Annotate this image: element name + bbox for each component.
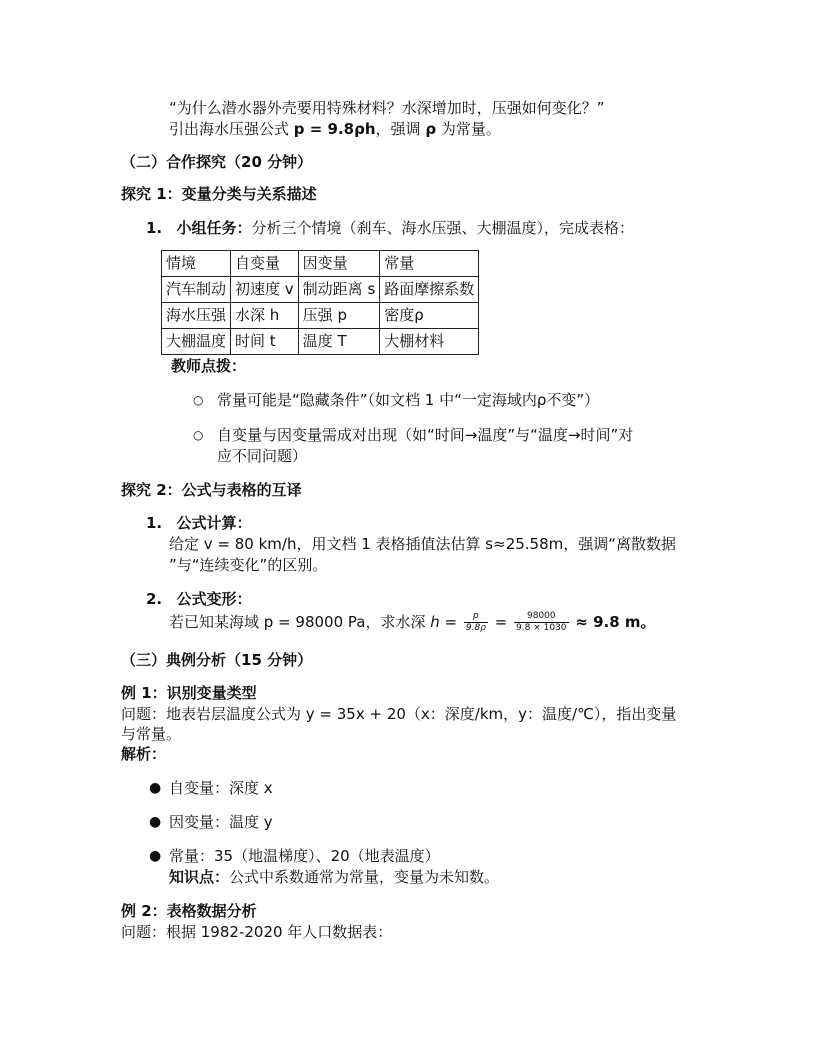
example-1-title: 例 1：识别变量类型 (121, 684, 257, 702)
table-header-cell: 自变量 (231, 251, 299, 277)
example-1-question-line-1: 问题：地表岩层温度公式为 y = 35x + 20（x：深度/km，y：温度/℃），指出变量 (121, 705, 677, 723)
bullet-icon: ● (149, 780, 162, 796)
table-header-cell: 情境 (162, 251, 231, 277)
table-cell: 压强 p (298, 303, 380, 329)
example-1-question-line-2: 与常量。 (121, 725, 182, 743)
equals-sign: = (494, 613, 508, 631)
rho-symbol: ρ (425, 120, 437, 138)
table-header-cell: 常量 (380, 251, 479, 277)
section-3-title: （三）典例分析（15 分钟） (121, 651, 313, 669)
task-text: 分析三个情境（刹车、海水压强、大棚温度），完成表格： (251, 219, 634, 237)
analysis-item: 因变量：温度 y (169, 813, 273, 831)
knowledge-label: 知识点： (169, 868, 230, 886)
item-2-equation (169, 611, 656, 634)
intro-quote: “为什么潜水器外壳要用特殊材料？水深增加时，压强如何变化？” (169, 99, 605, 117)
item-number: 2. (146, 590, 163, 608)
formula-tail: ，强调 (375, 120, 426, 138)
table-row (162, 329, 479, 355)
table-cell: 大棚温度 (162, 329, 231, 355)
table-cell: 初速度 v (231, 277, 299, 303)
depth-symbol: h (430, 613, 440, 631)
table-header-cell: 因变量 (298, 251, 380, 277)
tip-item-continued: 应不同问题） (217, 447, 308, 465)
example-2-title: 例 2：表格数据分析 (121, 902, 257, 920)
knowledge-text: 公式中系数通常为常量，变量为未知数。 (229, 868, 500, 886)
tip-item: 常量可能是“隐藏条件”（如文档 1 中“一定海域内ρ不变”） (217, 391, 600, 409)
item-label: 公式变形： (176, 590, 252, 608)
task-number: 1. (146, 219, 163, 237)
intro-formula-line (169, 118, 501, 140)
explore-2-title: 探究 2：公式与表格的互译 (121, 481, 302, 499)
example-2-question: 问题：根据 1982-2020 年人口数据表： (121, 923, 393, 941)
analysis-label: 解析： (121, 745, 167, 763)
equation-lead: 若已知某海域 p = 98000 Pa，求水深 (169, 613, 431, 631)
bullet-icon: ● (149, 848, 162, 864)
fraction-formula (464, 611, 488, 634)
table-header-row (162, 251, 479, 277)
section-2-title: （二）合作探究（20 分钟） (121, 153, 313, 171)
knowledge-point (169, 866, 499, 888)
table-cell: 海水压强 (162, 303, 231, 329)
formula-lead: 引出海水压强公式 (169, 120, 294, 138)
table-row (162, 303, 479, 329)
item-1-line-2: ”与“连续变化”的区别。 (169, 556, 328, 574)
table-cell: 密度ρ (380, 303, 479, 329)
circle-bullet-icon: ○ (193, 393, 204, 407)
variables-table (161, 250, 479, 355)
pressure-formula: p = 9.8ρh (293, 120, 376, 138)
table-cell: 大棚材料 (380, 329, 479, 355)
fraction-denominator: 9.8ρ (465, 623, 486, 633)
table-cell: 温度 T (298, 329, 380, 355)
fraction-values (514, 611, 568, 634)
table-cell: 时间 t (231, 329, 299, 355)
explore-1-task (146, 217, 634, 239)
item-number: 1. (146, 514, 163, 532)
circle-bullet-icon: ○ (193, 428, 204, 442)
equals-sign: = (444, 613, 458, 631)
depth-result: ≈ 9.8 m。 (575, 613, 656, 631)
analysis-item: 自变量：深度 x (169, 779, 273, 797)
item-label: 公式计算： (176, 514, 252, 532)
table-row (162, 277, 479, 303)
explore-2-item-2-head (146, 588, 251, 610)
analysis-item: 常量：35（地温梯度）、20（地表温度） (169, 847, 440, 865)
fraction-denominator: 9.8 × 1030 (516, 623, 567, 633)
item-1-line-1: 给定 v = 80 km/h，用文档 1 表格插值法估算 s≈25.58m，强调“离散数据 (169, 535, 677, 553)
tip-item: 自变量与因变量需成对出现（如“时间→温度”与“温度→时间”对 (217, 426, 634, 444)
explore-2-item-1-head (146, 512, 251, 534)
bullet-icon: ● (149, 814, 162, 830)
table-cell: 水深 h (231, 303, 299, 329)
fraction-numerator: 98000 (514, 611, 568, 623)
table-cell: 制动距离 s (298, 277, 380, 303)
formula-end: 为常量。 (436, 120, 501, 138)
table-cell: 汽车制动 (162, 277, 231, 303)
explore-1-title: 探究 1：变量分类与关系描述 (121, 185, 317, 203)
teacher-tip-label: 教师点拨： (171, 357, 247, 375)
table-cell: 路面摩擦系数 (380, 277, 479, 303)
task-label: 小组任务： (176, 219, 252, 237)
fraction-numerator: p (464, 611, 488, 623)
